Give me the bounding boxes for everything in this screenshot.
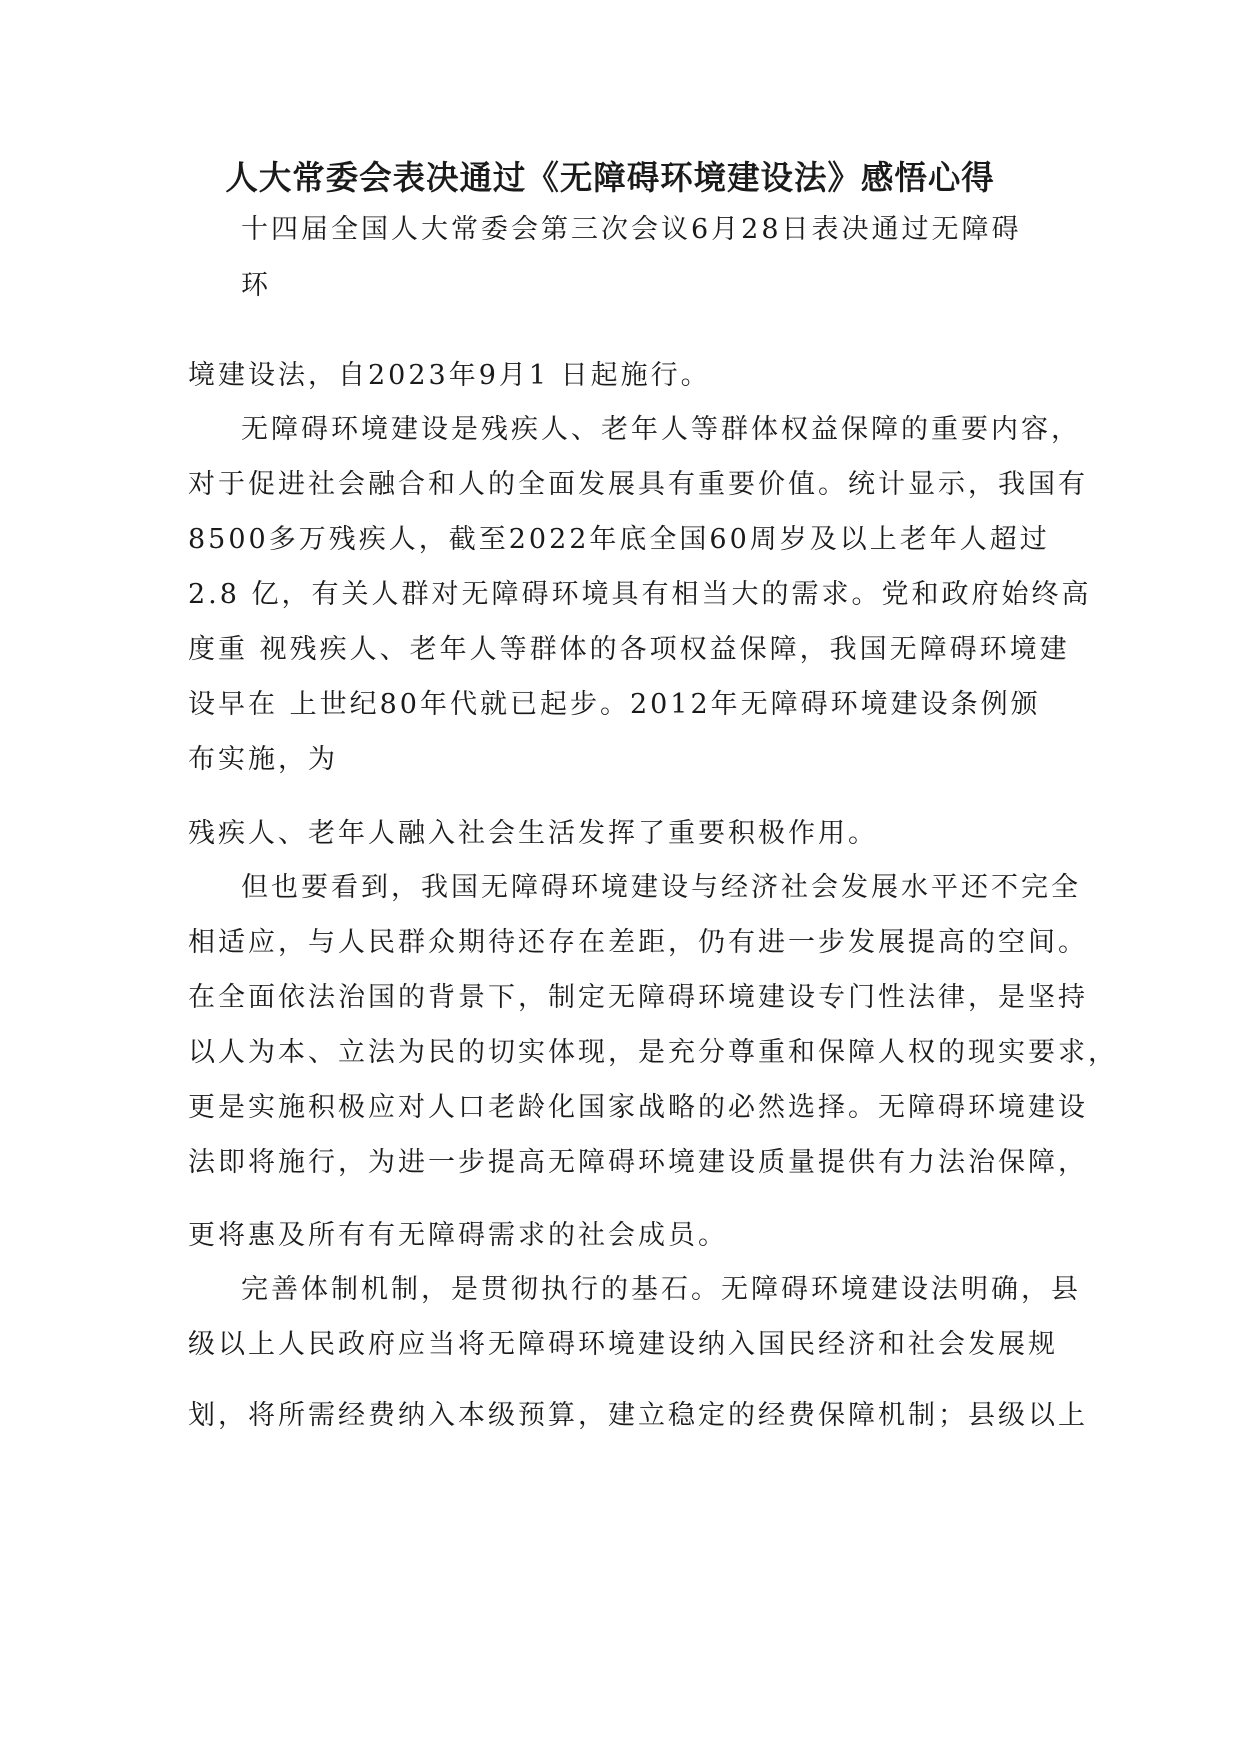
text-line: 设早在 上世纪80年代就已起步。2012年无障碍环境建设条例颁: [188, 689, 1041, 720]
text-line: 以人为本、立法为民的切实体现，是充分尊重和保障人权的现实要求，: [188, 1037, 1118, 1068]
text-line: 对于促进社会融合和人的全面发展具有重要价值。统计显示，我国有: [188, 469, 1088, 500]
text-line: 相适应，与人民群众期待还存在差距，仍有进一步发展提高的空间。: [188, 927, 1088, 958]
text-line: 在全面依法治国的背景下，制定无障碍环境建设专门性法律，是坚持: [188, 982, 1088, 1013]
text-line: 布实施，为: [188, 744, 338, 775]
document-title: 人大常委会表决通过《无障碍环境建设法》感悟心得: [225, 158, 995, 197]
text-line: 法即将施行，为进一步提高无障碍环境建设质量提供有力法治保障，: [188, 1147, 1088, 1178]
text-line: 划，将所需经费纳入本级预算，建立稳定的经费保障机制；县级以上: [188, 1400, 1088, 1431]
text-line: 2.8 亿，有关人群对无障碍环境具有相当大的需求。党和政府始终高: [188, 579, 1092, 610]
text-line: 完善体制机制，是贯彻执行的基石。无障碍环境建设法明确，县: [241, 1274, 1081, 1305]
text-line: 环: [241, 270, 271, 301]
text-line: 8500多万残疾人，截至2022年底全国60周岁及以上老年人超过: [188, 524, 1050, 555]
text-line: 十四届全国人大常委会第三次会议6月28日表决通过无障碍: [241, 214, 1022, 245]
text-line: 级以上人民政府应当将无障碍环境建设纳入国民经济和社会发展规: [188, 1329, 1058, 1360]
text-line: 更是实施积极应对人口老龄化国家战略的必然选择。无障碍环境建设: [188, 1092, 1088, 1123]
text-line: 无障碍环境建设是残疾人、老年人等群体权益保障的重要内容，: [241, 414, 1081, 445]
text-line: 境建设法，自2023年9月1 日起施行。: [188, 360, 711, 391]
text-line: 更将惠及所有有无障碍需求的社会成员。: [188, 1220, 728, 1251]
text-line: 度重 视残疾人、老年人等群体的各项权益保障，我国无障碍环境建: [188, 634, 1070, 665]
text-line: 残疾人、老年人融入社会生活发挥了重要积极作用。: [188, 818, 878, 849]
text-line: 但也要看到，我国无障碍环境建设与经济社会发展水平还不完全: [241, 872, 1081, 903]
